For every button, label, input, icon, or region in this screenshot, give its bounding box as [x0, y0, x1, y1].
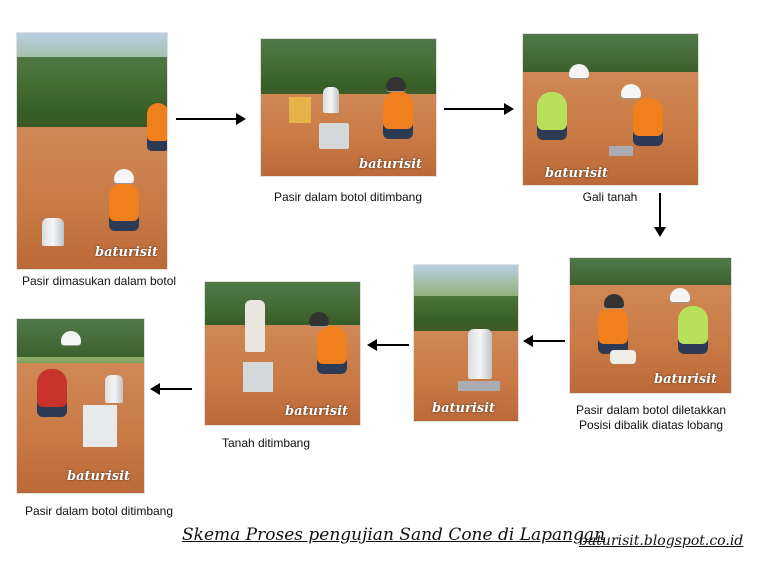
worker-figure — [678, 306, 708, 354]
step-5-photo — [414, 265, 518, 421]
worker-figure — [147, 103, 167, 151]
trees-background — [17, 57, 167, 128]
watermark-text: baturisit — [545, 166, 609, 181]
arrow-right-icon — [176, 112, 246, 126]
scale-device — [243, 362, 273, 392]
watermark-text: baturisit — [654, 372, 718, 387]
trees-background — [205, 282, 360, 325]
hard-hat-icon — [569, 64, 589, 78]
trees-background — [570, 258, 731, 285]
hard-hat-icon — [114, 169, 134, 183]
step-6-photo — [205, 282, 360, 425]
diagram-title: Skema Proses pengujian Sand Cone di Lapangan — [182, 525, 606, 545]
hard-hat-icon — [61, 331, 81, 345]
sand-cone-apparatus — [323, 87, 339, 113]
step-6-caption: Tanah ditimbang — [221, 436, 311, 450]
sand-bag — [610, 350, 636, 364]
sample-bag — [245, 300, 265, 352]
watermark-text: baturisit — [359, 157, 423, 172]
trees-background — [261, 39, 436, 101]
watermark-text: baturisit — [95, 245, 159, 260]
worker-figure — [109, 183, 139, 231]
step-2-photo — [261, 39, 436, 176]
step-4-caption-line-2: Posisi dibalik diatas lobang — [578, 418, 724, 432]
worker-figure — [537, 92, 567, 140]
worker-figure — [37, 369, 67, 417]
arrow-left-icon — [150, 382, 192, 396]
hard-hat-icon — [309, 312, 329, 326]
arrow-right-icon — [444, 102, 514, 116]
step-4-caption — [562, 403, 740, 433]
scale-device — [319, 123, 349, 149]
step-2-caption: Pasir dalam botol ditimbang — [273, 190, 423, 204]
step-1-caption: Pasir dimasukan dalam botol — [21, 274, 177, 288]
step-3-caption: Gali tanah — [582, 190, 638, 204]
arrow-down-icon — [653, 193, 667, 237]
hard-hat-icon — [386, 77, 406, 91]
arrow-left-icon — [367, 338, 409, 352]
arrow-left-icon — [523, 334, 565, 348]
sand-bottle — [42, 218, 64, 246]
base-plate — [609, 146, 633, 156]
worker-figure — [383, 91, 413, 139]
blog-url: baturisit.blogspot.co.id — [579, 533, 744, 549]
worker-figure — [598, 306, 628, 354]
watermark-text: baturisit — [432, 401, 496, 416]
step-1-photo — [17, 33, 167, 269]
trees-background — [523, 34, 698, 72]
trees-background — [414, 296, 518, 330]
container-box — [289, 97, 311, 123]
watermark-text: baturisit — [67, 469, 131, 484]
watermark-text: baturisit — [285, 404, 349, 419]
base-plate — [458, 381, 500, 391]
worker-figure — [633, 98, 663, 146]
hard-hat-icon — [604, 294, 624, 308]
step-7-caption: Pasir dalam botol ditimbang — [24, 504, 174, 518]
step-4-photo — [570, 258, 731, 393]
scale-device — [83, 405, 117, 447]
sand-cone-apparatus — [468, 329, 492, 379]
step-4-caption-line-1: Pasir dalam botol diletakkan — [575, 403, 727, 417]
sand-cone-apparatus — [105, 375, 123, 403]
hard-hat-icon — [670, 288, 690, 302]
step-3-photo — [523, 34, 698, 185]
worker-figure — [317, 326, 347, 374]
hard-hat-icon — [621, 84, 641, 98]
step-7-photo — [17, 319, 144, 493]
